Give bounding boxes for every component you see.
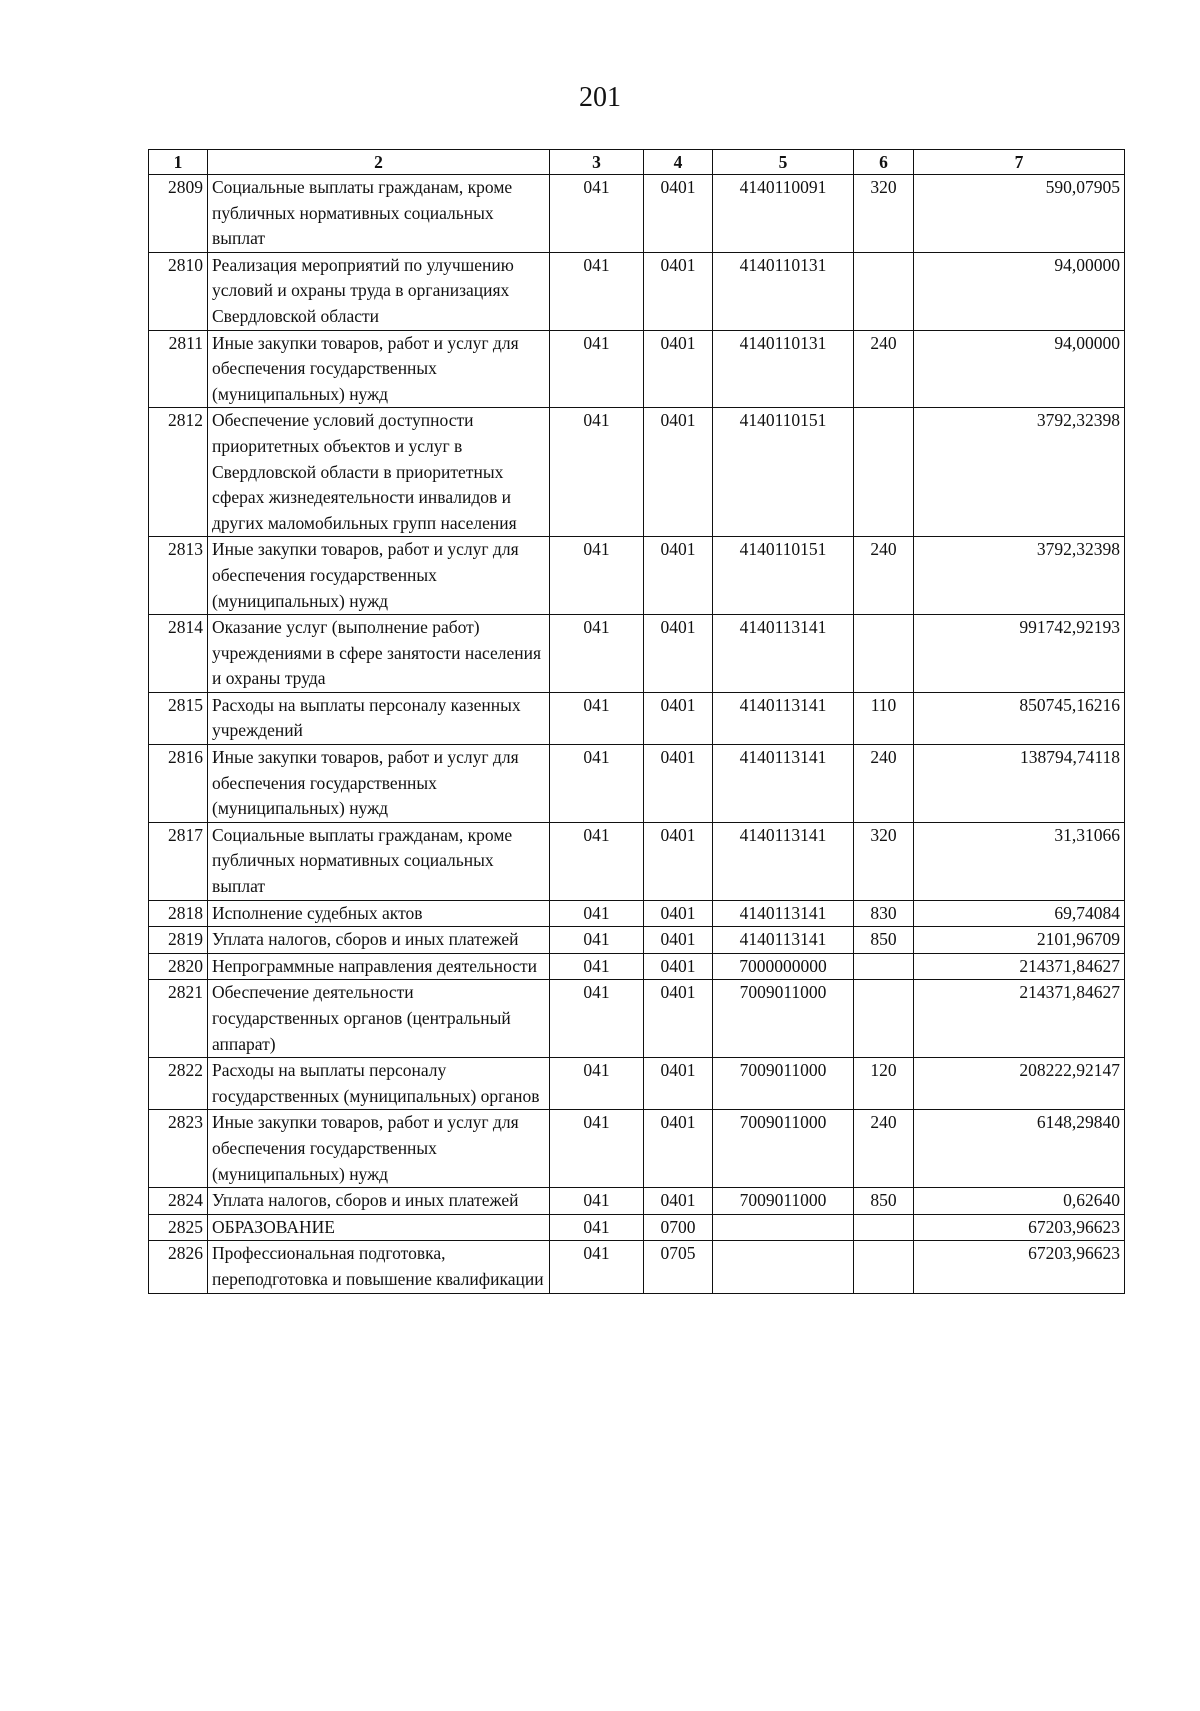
table-row	[149, 175, 1125, 253]
header-col-6: 6	[854, 150, 914, 175]
row-col-5: 4140110151	[713, 537, 854, 615]
row-col-5: 4140113141	[713, 822, 854, 900]
table-row	[149, 953, 1125, 980]
row-col-6: 830	[854, 900, 914, 927]
row-col-5: 4140113141	[713, 615, 854, 693]
row-col-4: 0401	[644, 1188, 713, 1215]
table-row	[149, 1214, 1125, 1241]
row-name: Обеспечение деятельности государственных органов (центральный аппарат)	[208, 980, 550, 1058]
row-col-5: 4140113141	[713, 745, 854, 823]
table-row	[149, 822, 1125, 900]
row-col-5: 4140113141	[713, 900, 854, 927]
row-col-5: 4140110131	[713, 252, 854, 330]
row-amount: 214371,84627	[914, 953, 1125, 980]
table-row	[149, 1058, 1125, 1110]
row-name: Уплата налогов, сборов и иных платежей	[208, 1188, 550, 1215]
row-col-6: 120	[854, 1058, 914, 1110]
row-col-4: 0401	[644, 252, 713, 330]
row-col-5: 4140110131	[713, 330, 854, 408]
table-row	[149, 330, 1125, 408]
row-name: Иные закупки товаров, работ и услуг для обеспечения государственных (муниципальных) нужд	[208, 537, 550, 615]
row-col-4: 0401	[644, 1110, 713, 1188]
row-col-3: 041	[550, 408, 644, 537]
row-col-4: 0401	[644, 692, 713, 744]
row-col-6	[854, 252, 914, 330]
row-amount: 2101,96709	[914, 927, 1125, 954]
row-col-4: 0401	[644, 927, 713, 954]
row-amount: 214371,84627	[914, 980, 1125, 1058]
row-col-3: 041	[550, 980, 644, 1058]
table-row	[149, 252, 1125, 330]
row-number: 2826	[149, 1241, 208, 1293]
header-col-2: 2	[208, 150, 550, 175]
row-number: 2824	[149, 1188, 208, 1215]
row-col-3: 041	[550, 175, 644, 253]
table-row	[149, 615, 1125, 693]
row-col-6: 320	[854, 175, 914, 253]
row-col-3: 041	[550, 900, 644, 927]
row-col-3: 041	[550, 1188, 644, 1215]
row-name: Иные закупки товаров, работ и услуг для обеспечения государственных (муниципальных) нужд	[208, 1110, 550, 1188]
row-col-4: 0401	[644, 615, 713, 693]
table-header	[149, 150, 1125, 175]
row-col-3: 041	[550, 1214, 644, 1241]
header-col-7: 7	[914, 150, 1125, 175]
table-row	[149, 900, 1125, 927]
row-number: 2815	[149, 692, 208, 744]
row-number: 2823	[149, 1110, 208, 1188]
row-col-5: 4140110151	[713, 408, 854, 537]
row-number: 2811	[149, 330, 208, 408]
page-number: 201	[579, 82, 621, 113]
row-name: Социальные выплаты гражданам, кроме публичных нормативных социальных выплат	[208, 822, 550, 900]
row-col-5	[713, 1214, 854, 1241]
row-number: 2810	[149, 252, 208, 330]
row-amount: 991742,92193	[914, 615, 1125, 693]
row-col-6: 240	[854, 745, 914, 823]
table-row	[149, 927, 1125, 954]
row-amount: 94,00000	[914, 252, 1125, 330]
row-amount: 67203,96623	[914, 1214, 1125, 1241]
row-col-6: 240	[854, 330, 914, 408]
row-col-3: 041	[550, 252, 644, 330]
row-col-3: 041	[550, 537, 644, 615]
row-col-6	[854, 1214, 914, 1241]
row-col-4: 0401	[644, 822, 713, 900]
row-col-6: 850	[854, 927, 914, 954]
row-amount: 6148,29840	[914, 1110, 1125, 1188]
row-col-4: 0401	[644, 900, 713, 927]
row-col-4: 0401	[644, 175, 713, 253]
row-col-6: 240	[854, 537, 914, 615]
row-col-4: 0401	[644, 980, 713, 1058]
header-col-5: 5	[713, 150, 854, 175]
row-col-5: 7009011000	[713, 1188, 854, 1215]
row-amount: 138794,74118	[914, 745, 1125, 823]
row-col-4: 0401	[644, 408, 713, 537]
row-number: 2817	[149, 822, 208, 900]
row-amount: 31,31066	[914, 822, 1125, 900]
row-name: Иные закупки товаров, работ и услуг для обеспечения государственных (муниципальных) нужд	[208, 745, 550, 823]
table-row	[149, 745, 1125, 823]
row-name: ОБРАЗОВАНИЕ	[208, 1214, 550, 1241]
row-col-3: 041	[550, 1058, 644, 1110]
row-number: 2816	[149, 745, 208, 823]
table-row	[149, 408, 1125, 537]
row-number: 2825	[149, 1214, 208, 1241]
row-name: Социальные выплаты гражданам, кроме публичных нормативных социальных выплат	[208, 175, 550, 253]
row-col-4: 0401	[644, 1058, 713, 1110]
row-col-6	[854, 615, 914, 693]
row-name: Обеспечение условий доступности приоритетных объектов и услуг в Свердловской области в приоритетных сферах жизнедеятельности инвалидов и других маломобильных групп населения	[208, 408, 550, 537]
row-col-6: 320	[854, 822, 914, 900]
table-row	[149, 692, 1125, 744]
row-name: Профессиональная подготовка, переподготовка и повышение квалификации	[208, 1241, 550, 1293]
row-amount: 850745,16216	[914, 692, 1125, 744]
row-col-6	[854, 408, 914, 537]
table-row	[149, 980, 1125, 1058]
row-col-5: 4140113141	[713, 927, 854, 954]
row-col-6: 110	[854, 692, 914, 744]
row-col-4: 0401	[644, 745, 713, 823]
row-name: Реализация мероприятий по улучшению условий и охраны труда в организациях Свердловской области	[208, 252, 550, 330]
row-col-6	[854, 980, 914, 1058]
row-number: 2821	[149, 980, 208, 1058]
header-row	[149, 150, 1125, 175]
row-name: Оказание услуг (выполнение работ) учреждениями в сфере занятости населения и охраны труда	[208, 615, 550, 693]
row-col-3: 041	[550, 330, 644, 408]
row-number: 2812	[149, 408, 208, 537]
row-amount: 208222,92147	[914, 1058, 1125, 1110]
row-col-5: 4140113141	[713, 692, 854, 744]
row-col-4: 0401	[644, 537, 713, 615]
row-col-3: 041	[550, 692, 644, 744]
row-amount: 0,62640	[914, 1188, 1125, 1215]
header-col-4: 4	[644, 150, 713, 175]
row-name: Исполнение судебных актов	[208, 900, 550, 927]
row-col-3: 041	[550, 927, 644, 954]
row-name: Уплата налогов, сборов и иных платежей	[208, 927, 550, 954]
row-name: Расходы на выплаты персоналу государственных (муниципальных) органов	[208, 1058, 550, 1110]
budget-table	[148, 149, 1125, 1294]
row-amount: 67203,96623	[914, 1241, 1125, 1293]
row-number: 2814	[149, 615, 208, 693]
row-col-4: 0705	[644, 1241, 713, 1293]
row-col-6: 850	[854, 1188, 914, 1215]
row-col-5: 7000000000	[713, 953, 854, 980]
table-row	[149, 537, 1125, 615]
row-col-3: 041	[550, 822, 644, 900]
row-number: 2820	[149, 953, 208, 980]
table-body	[149, 175, 1125, 1294]
row-col-4: 0401	[644, 953, 713, 980]
row-col-3: 041	[550, 615, 644, 693]
row-col-3: 041	[550, 745, 644, 823]
row-col-3: 041	[550, 1241, 644, 1293]
row-col-4: 0700	[644, 1214, 713, 1241]
table-row	[149, 1110, 1125, 1188]
row-name: Иные закупки товаров, работ и услуг для обеспечения государственных (муниципальных) нужд	[208, 330, 550, 408]
row-amount: 69,74084	[914, 900, 1125, 927]
row-number: 2822	[149, 1058, 208, 1110]
row-amount: 94,00000	[914, 330, 1125, 408]
row-amount: 3792,32398	[914, 408, 1125, 537]
row-col-5: 4140110091	[713, 175, 854, 253]
header-col-1: 1	[149, 150, 208, 175]
row-col-4: 0401	[644, 330, 713, 408]
row-amount: 590,07905	[914, 175, 1125, 253]
row-number: 2818	[149, 900, 208, 927]
row-number: 2813	[149, 537, 208, 615]
row-col-3: 041	[550, 953, 644, 980]
row-amount: 3792,32398	[914, 537, 1125, 615]
row-col-3: 041	[550, 1110, 644, 1188]
row-name: Непрограммные направления деятельности	[208, 953, 550, 980]
row-number: 2819	[149, 927, 208, 954]
row-col-5: 7009011000	[713, 1110, 854, 1188]
row-name: Расходы на выплаты персоналу казенных учреждений	[208, 692, 550, 744]
header-col-3: 3	[550, 150, 644, 175]
row-col-5: 7009011000	[713, 980, 854, 1058]
row-col-5	[713, 1241, 854, 1293]
row-col-5: 7009011000	[713, 1058, 854, 1110]
row-number: 2809	[149, 175, 208, 253]
row-col-6	[854, 953, 914, 980]
table-row	[149, 1188, 1125, 1215]
row-col-6: 240	[854, 1110, 914, 1188]
table-row	[149, 1241, 1125, 1293]
row-col-6	[854, 1241, 914, 1293]
